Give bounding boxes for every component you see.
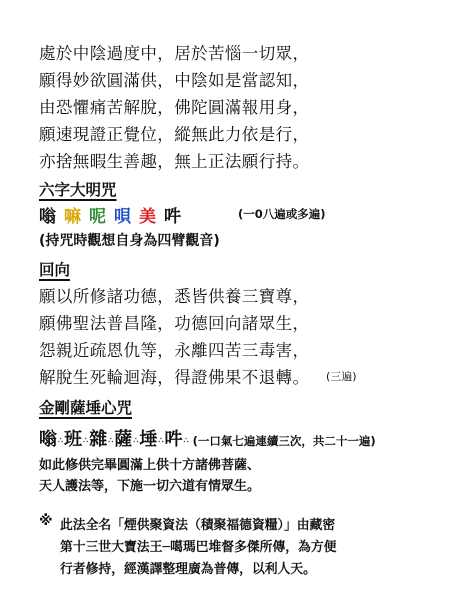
mantra-syllable: 吽 [164, 429, 183, 450]
mantra-syllable: 薩 [114, 429, 133, 450]
six-syllable-heading: 六字大明咒 [39, 181, 117, 199]
verse-line: 解脫生死輪迴海，得證佛果不退轉。 [39, 368, 310, 387]
six-syllable-mantra [39, 202, 189, 227]
verse-line: 由恐懼痛苦解脫，佛陀圓滿報用身， [39, 98, 310, 117]
mantra-syllable: 嘛 [64, 207, 81, 227]
repeat-note: (三遍) [326, 370, 357, 383]
mantra-syllable: 吽 [164, 207, 181, 227]
verse-line: 願以所修諸功德，悉皆供養三寶尊， [39, 287, 310, 306]
separator-glyph: ∴ [158, 435, 164, 445]
mantra-syllable: 呢 [89, 207, 106, 227]
separator-glyph: ∴ [58, 435, 64, 445]
mantra-syllable: 美 [139, 207, 156, 227]
separator-glyph: ∴ [133, 435, 139, 445]
closing-line: 如此修供完畢圓滿上供十方諸佛菩薩、 [39, 458, 261, 473]
visualization-instruction: (持咒時觀想自身為四臂觀音) [39, 233, 220, 249]
verse-line: 願速現證正覺位，縱無此力依是行， [39, 125, 310, 144]
footnote-line: 此法全名「煙供聚資法（積聚福德資糧）」由藏密 [60, 518, 336, 533]
reference-mark: ※ [39, 513, 53, 529]
om-glyph: 嗡 [39, 207, 56, 227]
footnote-line: 行者修持，經漢譯整理廣為普傳，以利人天。 [60, 562, 316, 577]
mantra-syllable: 嗡 [39, 429, 57, 450]
mantra-count-note: (一0八遍或多遍) [238, 207, 326, 221]
verse-line: 亦捨無暇生善趣，無上正法願行持。 [39, 152, 310, 171]
mantra-syllable: 班 [64, 429, 83, 450]
vajrasattva-mantra [39, 425, 376, 451]
separator-glyph: ∴ [183, 435, 189, 445]
footnote-line: 第十三世大寶法王─噶瑪巴堆督多傑所傳，為方便 [60, 540, 337, 555]
mantra-syllable: 埵 [139, 429, 158, 450]
mantra-syllable: 唄 [114, 207, 131, 227]
mantra-syllable: 雜 [89, 429, 108, 450]
dedication-heading: 回向 [39, 261, 71, 279]
verse-line: 願佛聖法普昌隆，功德回向諸眾生， [39, 314, 310, 333]
verse-line: 處於中陰過度中，居於苦惱一切眾， [39, 44, 310, 63]
vajrasattva-count-note: (一口氣七遍連續三次，共二十一遍) [192, 434, 376, 448]
closing-line: 天人護法等，下施一切六道有情眾生。 [39, 479, 261, 494]
vajrasattva-heading: 金剛薩埵心咒 [39, 399, 133, 417]
verse-line: 怨親近疏恩仇等，永離四苦三毒害， [39, 341, 310, 360]
separator-glyph: ∴ [83, 435, 89, 445]
verse-line: 願得妙欲圓滿供，中陰如是當認知， [39, 71, 310, 90]
separator-glyph: ∴ [108, 435, 114, 445]
